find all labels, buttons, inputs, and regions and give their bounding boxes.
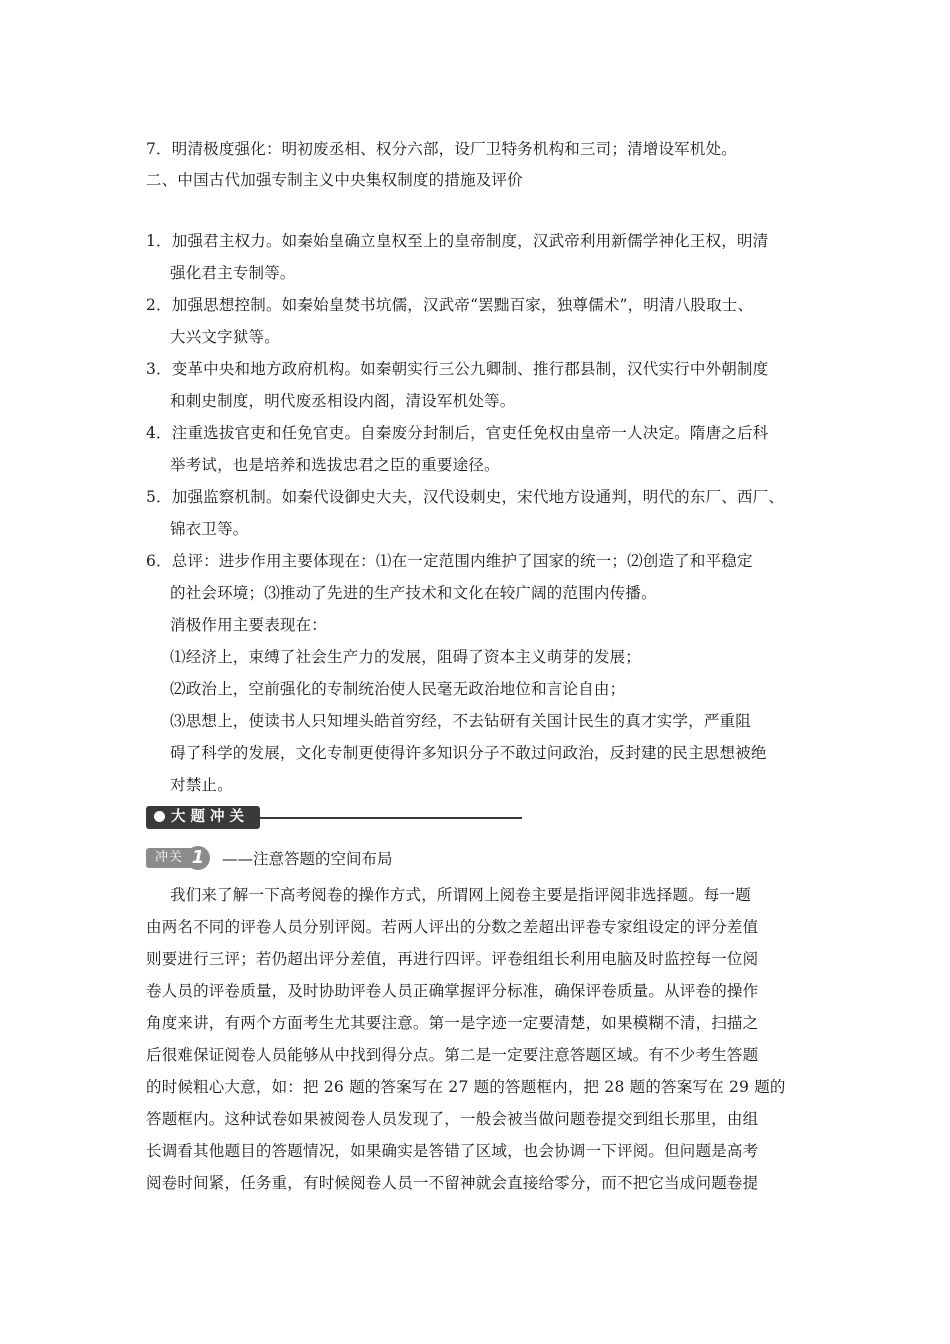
item-4-line: 4．注重选拔官吏和任免官吏。自秦废分封制后，官吏任免权由皇帝一人决定。隋唐之后科 — [146, 424, 769, 442]
paragraph-line: 阅卷时间紧，任务重，有时候阅卷人员一不留神就会直接给零分，而不把它当成问题卷提 — [146, 1174, 759, 1192]
banner-rule — [260, 817, 522, 819]
badge-number: 1 — [186, 846, 210, 870]
badge-label: 冲关 — [146, 848, 192, 868]
negative-effect-thought-cont-1: 碍了科学的发展，文化专制更使得许多知识分子不敢过问政治，反封建的民主思想被绝 — [170, 744, 767, 762]
section-banner — [146, 806, 522, 829]
challenge-badge — [146, 846, 216, 870]
item-3-line: 3．变革中央和地方政府机构。如秦朝实行三公九卿制、推行郡县制，汉代实行中外朝制度 — [146, 360, 769, 378]
paragraph-line: 我们来了解一下高考阅卷的操作方式，所谓网上阅卷主要是指评阅非选择题。每一题 — [170, 886, 751, 904]
paragraph-line: 由两名不同的评卷人员分别评阅。若两人评出的分数之差超出评卷专家组设定的评分差值 — [146, 918, 759, 936]
negative-effect-thought-cont-2: 对禁止。 — [170, 776, 233, 794]
section-heading: 二、中国古代加强专制主义中央集权制度的措施及评价 — [146, 171, 523, 189]
paragraph-line: 答题框内。这种试卷如果被阅卷人员发现了，一般会被当做问题卷提交到组长那里，由组 — [146, 1110, 759, 1128]
banner-label: 大题冲关 — [171, 809, 249, 825]
negative-effect-politics: ⑵政治上，空前强化的专制统治使人民毫无政治地位和言论自由； — [170, 680, 626, 698]
negative-effects-heading: 消极作用主要表现在： — [170, 616, 328, 634]
item-1-continuation: 强化君主专制等。 — [170, 264, 296, 282]
item-6-continuation: 的社会环境；⑶推动了先进的生产技术和文化在较广阔的范围内传播。 — [170, 584, 657, 602]
item-1-line: 1．加强君主权力。如秦始皇确立皇权至上的皇帝制度，汉武帝利用新儒学神化王权，明清 — [146, 232, 769, 250]
paragraph-line: 角度来讲，有两个方面考生尤其要注意。第一是字迹一定要清楚，如果模糊不清，扫描之 — [146, 1014, 759, 1032]
item-5-line: 5．加强监察机制。如秦代设御史大夫，汉代设刺史，宋代地方设通判，明代的东厂、西厂、 — [146, 488, 785, 506]
banner-label-box — [146, 806, 260, 829]
paragraph-line: 则要进行三评；若仍超出评分差值，再进行四评。评卷组组长利用电脑及时监控每一位阅 — [146, 950, 759, 968]
bullet-dot-icon — [154, 811, 165, 822]
negative-effect-thought: ⑶思想上，使读书人只知埋头皓首穷经，不去钻研有关国计民生的真才实学，严重阻 — [170, 712, 751, 730]
badge-title: ——注意答题的空间布局 — [222, 850, 393, 868]
paragraph-line: 长调看其他题目的答题情况，如果确实是答错了区域，也会协调一下评阅。但问题是高考 — [146, 1142, 759, 1160]
item-3-continuation: 和刺史制度，明代废丞相设内阁，清设军机处等。 — [170, 392, 516, 410]
negative-effect-economy: ⑴经济上，束缚了社会生产力的发展，阻碍了资本主义萌芽的发展； — [170, 648, 642, 666]
item-2-line: 2．加强思想控制。如秦始皇焚书坑儒，汉武帝“罢黜百家，独尊儒术”，明清八股取士、 — [146, 296, 754, 314]
item-7-line: 7．明清极度强化：明初废丞相、权分六部，设厂卫特务机构和三司；清增设军机处。 — [146, 140, 737, 158]
paragraph-line: 的时候粗心大意，如：把 26 题的答案写在 27 题的答题框内，把 28 题的答案写在 29 题的 — [146, 1078, 786, 1096]
item-5-continuation: 锦衣卫等。 — [170, 520, 249, 538]
item-4-continuation: 举考试，也是培养和选拔忠君之臣的重要途径。 — [170, 456, 500, 474]
item-6-line: 6．总评：进步作用主要体现在：⑴在一定范围内维护了国家的统一；⑵创造了和平稳定 — [146, 552, 753, 570]
item-2-continuation: 大兴文字狱等。 — [170, 328, 280, 346]
paragraph-line: 卷人员的评卷质量，及时协助评卷人员正确掌握评分标准，确保评卷质量。从评卷的操作 — [146, 982, 759, 1000]
paragraph-line: 后很难保证阅卷人员能够从中找到得分点。第二是一定要注意答题区域。有不少考生答题 — [146, 1046, 759, 1064]
